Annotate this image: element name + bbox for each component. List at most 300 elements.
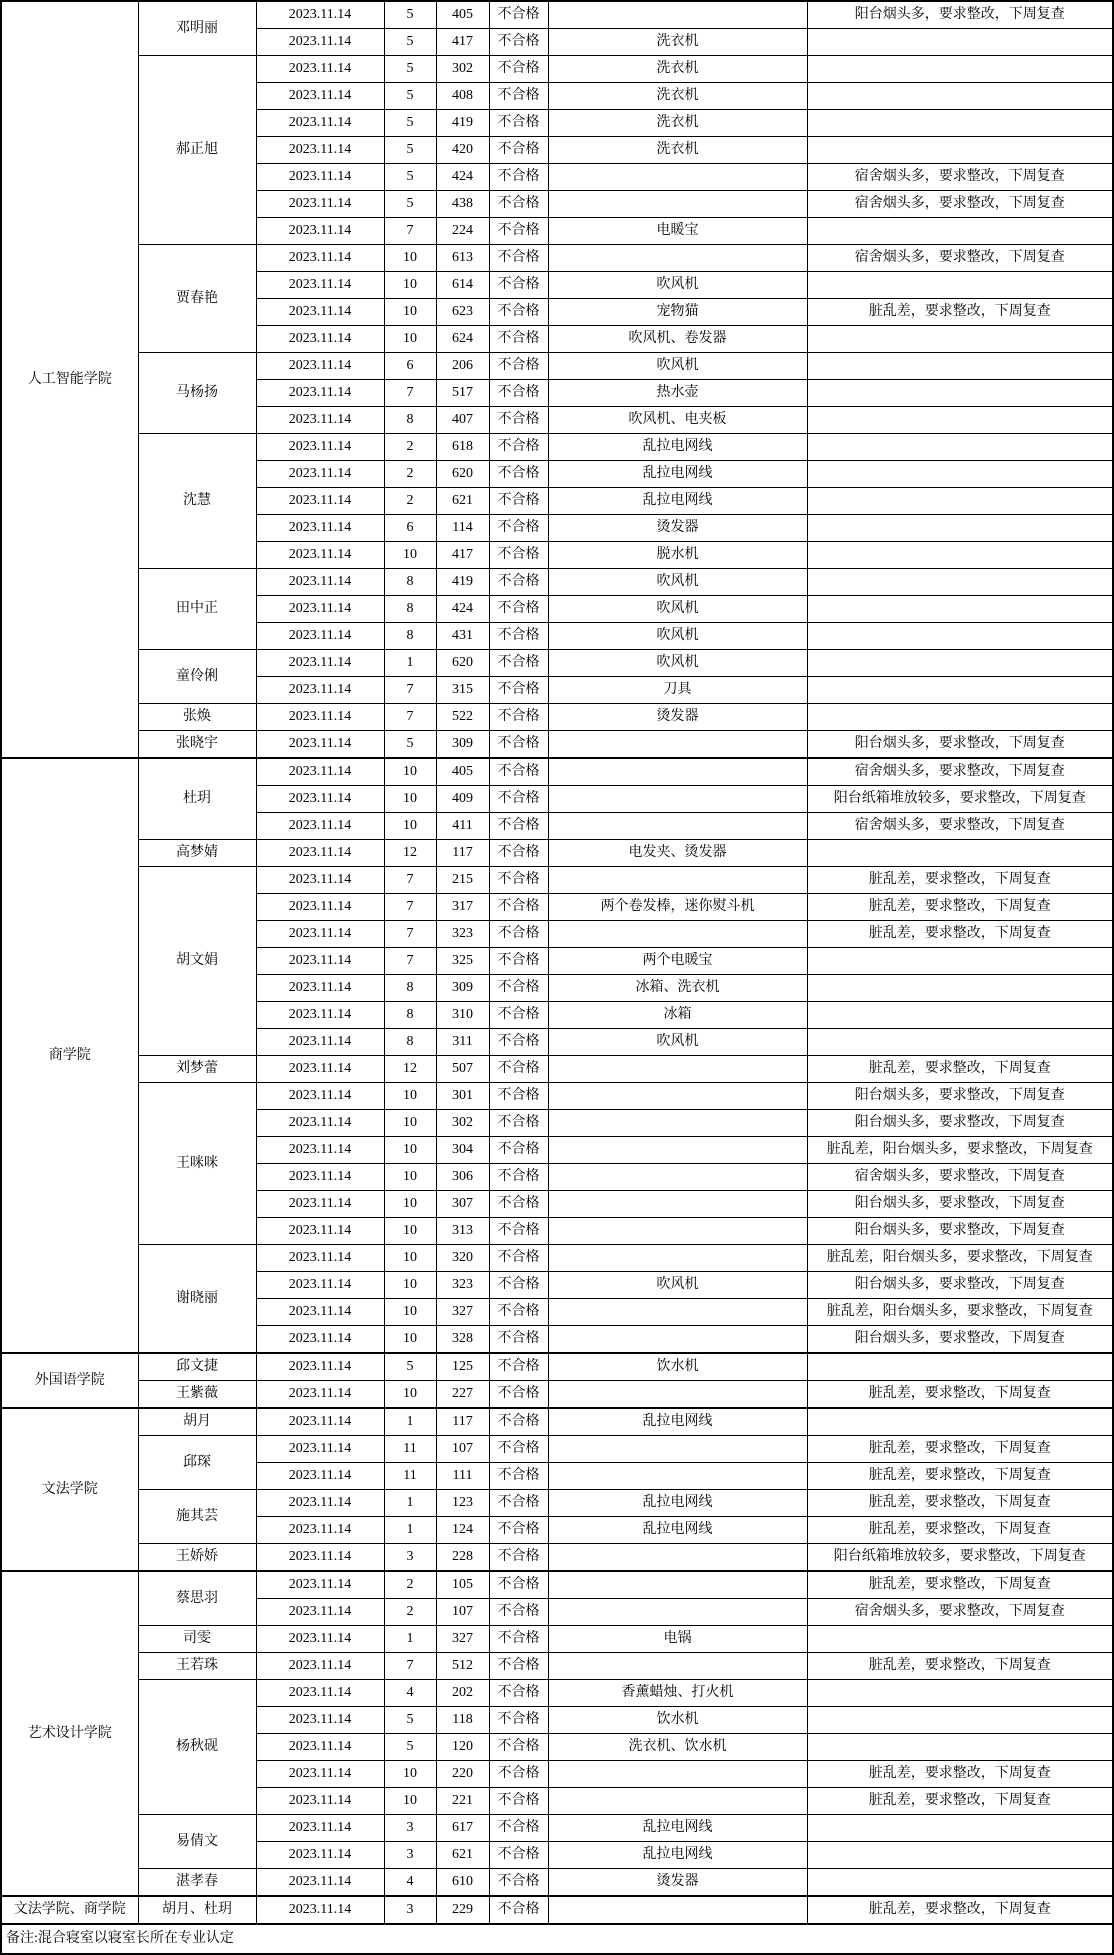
room-cell: 317: [436, 894, 489, 921]
room-cell: 111: [436, 1463, 489, 1490]
remark-cell: [807, 407, 1113, 434]
remark-cell: 宿舍烟头多，要求整改，下周复查: [807, 813, 1113, 840]
room-cell: 409: [436, 786, 489, 813]
table-row: [1, 1436, 1113, 1463]
items-cell: [548, 1218, 807, 1245]
room-cell: 302: [436, 56, 489, 83]
date-cell: 2023.11.14: [256, 461, 384, 488]
items-cell: 乱拉电网线: [548, 461, 807, 488]
date-cell: 2023.11.14: [256, 515, 384, 542]
date-cell: 2023.11.14: [256, 1353, 384, 1381]
items-cell: [548, 1083, 807, 1110]
date-cell: 2023.11.14: [256, 758, 384, 786]
room-cell: 621: [436, 488, 489, 515]
building-cell: 5: [384, 1353, 436, 1381]
building-cell: 10: [384, 1164, 436, 1191]
date-cell: 2023.11.14: [256, 1490, 384, 1517]
items-cell: [548, 1571, 807, 1599]
remark-cell: 阳台烟头多，要求整改，下周复查: [807, 1110, 1113, 1137]
room-cell: 228: [436, 1544, 489, 1572]
room-cell: 221: [436, 1788, 489, 1815]
items-cell: [548, 1544, 807, 1572]
remark-cell: 脏乱差，要求整改，下周复查: [807, 1788, 1113, 1815]
remark-cell: 宿舍烟头多，要求整改，下周复查: [807, 245, 1113, 272]
items-cell: 乱拉电网线: [548, 1490, 807, 1517]
building-cell: 2: [384, 1599, 436, 1626]
date-cell: 2023.11.14: [256, 1653, 384, 1680]
building-cell: 10: [384, 786, 436, 813]
items-cell: [548, 1245, 807, 1272]
remark-cell: 宿舍烟头多，要求整改，下周复查: [807, 164, 1113, 191]
items-cell: [548, 1896, 807, 1924]
student-name-cell: 施其芸: [138, 1490, 256, 1544]
remark-cell: 脏乱差，要求整改，下周复查: [807, 1896, 1113, 1924]
remark-cell: [807, 1626, 1113, 1653]
student-name-cell: 蔡思羽: [138, 1571, 256, 1626]
college-cell: 外国语学院: [1, 1353, 138, 1408]
items-cell: [548, 1, 807, 29]
items-cell: 吹风机: [548, 353, 807, 380]
room-cell: 304: [436, 1137, 489, 1164]
building-cell: 10: [384, 299, 436, 326]
building-cell: 10: [384, 272, 436, 299]
date-cell: 2023.11.14: [256, 164, 384, 191]
table-row: [1, 1869, 1113, 1897]
building-cell: 1: [384, 1517, 436, 1544]
room-cell: 624: [436, 326, 489, 353]
result-cell: 不合格: [489, 894, 548, 921]
items-cell: [548, 1110, 807, 1137]
date-cell: 2023.11.14: [256, 191, 384, 218]
result-cell: 不合格: [489, 1680, 548, 1707]
building-cell: 10: [384, 1788, 436, 1815]
table-row: [1, 1408, 1113, 1436]
room-cell: 311: [436, 1029, 489, 1056]
room-cell: 438: [436, 191, 489, 218]
room-cell: 202: [436, 1680, 489, 1707]
result-cell: 不合格: [489, 1353, 548, 1381]
student-name-cell: 王咪咪: [138, 1083, 256, 1245]
items-cell: 香薰蜡烛、打火机: [548, 1680, 807, 1707]
remark-cell: 宿舍烟头多，要求整改，下周复查: [807, 191, 1113, 218]
student-name-cell: 张晓宇: [138, 731, 256, 759]
table-row: [1, 1571, 1113, 1599]
result-cell: 不合格: [489, 1272, 548, 1299]
building-cell: 8: [384, 623, 436, 650]
remark-cell: 脏乱差，要求整改，下周复查: [807, 1653, 1113, 1680]
student-name-cell: 湛孝春: [138, 1869, 256, 1897]
building-cell: 2: [384, 1571, 436, 1599]
room-cell: 206: [436, 353, 489, 380]
result-cell: 不合格: [489, 83, 548, 110]
result-cell: 不合格: [489, 840, 548, 867]
items-cell: [548, 1326, 807, 1354]
building-cell: 7: [384, 867, 436, 894]
building-cell: 1: [384, 650, 436, 677]
date-cell: 2023.11.14: [256, 948, 384, 975]
items-cell: 洗衣机: [548, 56, 807, 83]
result-cell: 不合格: [489, 245, 548, 272]
date-cell: 2023.11.14: [256, 813, 384, 840]
room-cell: 522: [436, 704, 489, 731]
date-cell: 2023.11.14: [256, 1734, 384, 1761]
date-cell: 2023.11.14: [256, 1896, 384, 1924]
room-cell: 623: [436, 299, 489, 326]
building-cell: 8: [384, 407, 436, 434]
table-row: [1, 1815, 1113, 1842]
room-cell: 417: [436, 29, 489, 56]
result-cell: 不合格: [489, 380, 548, 407]
date-cell: 2023.11.14: [256, 975, 384, 1002]
student-name-cell: 邱文捷: [138, 1353, 256, 1381]
room-cell: 107: [436, 1599, 489, 1626]
date-cell: 2023.11.14: [256, 1571, 384, 1599]
date-cell: 2023.11.14: [256, 1761, 384, 1788]
date-cell: 2023.11.14: [256, 1083, 384, 1110]
date-cell: 2023.11.14: [256, 1463, 384, 1490]
building-cell: 10: [384, 758, 436, 786]
student-name-cell: 胡月、杜玥: [138, 1896, 256, 1924]
items-cell: 饮水机: [548, 1707, 807, 1734]
remark-cell: [807, 542, 1113, 569]
remark-cell: 脏乱差，要求整改，下周复查: [807, 299, 1113, 326]
date-cell: 2023.11.14: [256, 1245, 384, 1272]
remark-cell: [807, 272, 1113, 299]
result-cell: 不合格: [489, 569, 548, 596]
remark-cell: 阳台烟头多，要求整改，下周复查: [807, 731, 1113, 759]
items-cell: [548, 813, 807, 840]
building-cell: 8: [384, 569, 436, 596]
building-cell: 6: [384, 353, 436, 380]
student-name-cell: 易倩文: [138, 1815, 256, 1869]
date-cell: 2023.11.14: [256, 1408, 384, 1436]
room-cell: 323: [436, 1272, 489, 1299]
room-cell: 105: [436, 1571, 489, 1599]
result-cell: 不合格: [489, 1599, 548, 1626]
room-cell: 220: [436, 1761, 489, 1788]
building-cell: 7: [384, 1653, 436, 1680]
remark-cell: [807, 380, 1113, 407]
student-name-cell: 马杨扬: [138, 353, 256, 434]
date-cell: 2023.11.14: [256, 245, 384, 272]
items-cell: [548, 786, 807, 813]
date-cell: 2023.11.14: [256, 353, 384, 380]
items-cell: [548, 1381, 807, 1409]
remark-cell: [807, 1680, 1113, 1707]
building-cell: 3: [384, 1896, 436, 1924]
result-cell: 不合格: [489, 786, 548, 813]
date-cell: 2023.11.14: [256, 1218, 384, 1245]
date-cell: 2023.11.14: [256, 1707, 384, 1734]
date-cell: 2023.11.14: [256, 650, 384, 677]
items-cell: 洗衣机、饮水机: [548, 1734, 807, 1761]
remark-cell: 阳台烟头多，要求整改，下周复查: [807, 1272, 1113, 1299]
date-cell: 2023.11.14: [256, 1517, 384, 1544]
remark-cell: 脏乱差，要求整改，下周复查: [807, 1056, 1113, 1083]
remark-cell: [807, 840, 1113, 867]
building-cell: 7: [384, 894, 436, 921]
table-row: [1, 56, 1113, 83]
room-cell: 419: [436, 569, 489, 596]
room-cell: 327: [436, 1626, 489, 1653]
remark-cell: [807, 218, 1113, 245]
building-cell: 1: [384, 1490, 436, 1517]
date-cell: 2023.11.14: [256, 731, 384, 759]
items-cell: [548, 1056, 807, 1083]
items-cell: [548, 731, 807, 759]
result-cell: 不合格: [489, 488, 548, 515]
result-cell: 不合格: [489, 1815, 548, 1842]
building-cell: 6: [384, 515, 436, 542]
result-cell: 不合格: [489, 596, 548, 623]
college-cell: 文法学院: [1, 1408, 138, 1571]
table-row: [1, 650, 1113, 677]
result-cell: 不合格: [489, 704, 548, 731]
result-cell: 不合格: [489, 1245, 548, 1272]
items-cell: 冰箱: [548, 1002, 807, 1029]
result-cell: 不合格: [489, 1869, 548, 1897]
building-cell: 8: [384, 596, 436, 623]
remark-cell: [807, 948, 1113, 975]
items-cell: [548, 867, 807, 894]
remark-cell: [807, 1002, 1113, 1029]
items-cell: [548, 1137, 807, 1164]
remark-cell: 脏乱差，要求整改，下周复查: [807, 1436, 1113, 1463]
building-cell: 10: [384, 1299, 436, 1326]
building-cell: 10: [384, 1245, 436, 1272]
room-cell: 424: [436, 164, 489, 191]
table-row: [1, 731, 1113, 759]
result-cell: 不合格: [489, 29, 548, 56]
remark-cell: 脏乱差，要求整改，下周复查: [807, 921, 1113, 948]
items-cell: [548, 1436, 807, 1463]
items-cell: [548, 1299, 807, 1326]
result-cell: 不合格: [489, 1653, 548, 1680]
result-cell: 不合格: [489, 867, 548, 894]
result-cell: 不合格: [489, 1056, 548, 1083]
remark-cell: [807, 1029, 1113, 1056]
result-cell: 不合格: [489, 515, 548, 542]
room-cell: 512: [436, 1653, 489, 1680]
date-cell: 2023.11.14: [256, 407, 384, 434]
items-cell: 吹风机: [548, 650, 807, 677]
remark-cell: [807, 1734, 1113, 1761]
items-cell: 吹风机: [548, 596, 807, 623]
remark-cell: [807, 1408, 1113, 1436]
result-cell: 不合格: [489, 326, 548, 353]
items-cell: 乱拉电网线: [548, 1517, 807, 1544]
result-cell: 不合格: [489, 1544, 548, 1572]
student-name-cell: 张焕: [138, 704, 256, 731]
building-cell: 5: [384, 1734, 436, 1761]
result-cell: 不合格: [489, 623, 548, 650]
room-cell: 407: [436, 407, 489, 434]
room-cell: 320: [436, 1245, 489, 1272]
table-row: [1, 1490, 1113, 1517]
remark-cell: [807, 704, 1113, 731]
date-cell: 2023.11.14: [256, 623, 384, 650]
building-cell: 5: [384, 56, 436, 83]
room-cell: 507: [436, 1056, 489, 1083]
date-cell: 2023.11.14: [256, 137, 384, 164]
student-name-cell: 沈慧: [138, 434, 256, 569]
room-cell: 307: [436, 1191, 489, 1218]
result-cell: 不合格: [489, 1083, 548, 1110]
items-cell: 吹风机: [548, 1029, 807, 1056]
result-cell: 不合格: [489, 975, 548, 1002]
remark-cell: [807, 29, 1113, 56]
result-cell: 不合格: [489, 1408, 548, 1436]
date-cell: 2023.11.14: [256, 569, 384, 596]
date-cell: 2023.11.14: [256, 1299, 384, 1326]
date-cell: 2023.11.14: [256, 29, 384, 56]
result-cell: 不合格: [489, 1571, 548, 1599]
items-cell: [548, 1463, 807, 1490]
table-row: [1, 1353, 1113, 1381]
items-cell: 电锅: [548, 1626, 807, 1653]
items-cell: 吹风机: [548, 272, 807, 299]
table-row: [1, 1626, 1113, 1653]
table-row: [1, 1544, 1113, 1572]
items-cell: 吹风机、电夹板: [548, 407, 807, 434]
remark-cell: [807, 623, 1113, 650]
college-cell: 艺术设计学院: [1, 1571, 138, 1896]
items-cell: [548, 164, 807, 191]
remark-cell: [807, 326, 1113, 353]
building-cell: 10: [384, 542, 436, 569]
result-cell: 不合格: [489, 1842, 548, 1869]
date-cell: 2023.11.14: [256, 1137, 384, 1164]
room-cell: 328: [436, 1326, 489, 1354]
building-cell: 8: [384, 1029, 436, 1056]
result-cell: 不合格: [489, 542, 548, 569]
result-cell: 不合格: [489, 677, 548, 704]
result-cell: 不合格: [489, 1626, 548, 1653]
items-cell: [548, 1599, 807, 1626]
result-cell: 不合格: [489, 1707, 548, 1734]
building-cell: 11: [384, 1436, 436, 1463]
items-cell: 吹风机: [548, 1272, 807, 1299]
date-cell: 2023.11.14: [256, 1110, 384, 1137]
building-cell: 10: [384, 1083, 436, 1110]
items-cell: [548, 245, 807, 272]
result-cell: 不合格: [489, 1490, 548, 1517]
result-cell: 不合格: [489, 1896, 548, 1924]
building-cell: 12: [384, 840, 436, 867]
date-cell: 2023.11.14: [256, 1272, 384, 1299]
date-cell: 2023.11.14: [256, 380, 384, 407]
items-cell: 烫发器: [548, 704, 807, 731]
room-cell: 327: [436, 1299, 489, 1326]
room-cell: 620: [436, 461, 489, 488]
items-cell: 乱拉电网线: [548, 1842, 807, 1869]
remark-cell: 脏乱差，要求整改，下周复查: [807, 1761, 1113, 1788]
room-cell: 123: [436, 1490, 489, 1517]
remark-cell: [807, 596, 1113, 623]
date-cell: 2023.11.14: [256, 1381, 384, 1409]
result-cell: 不合格: [489, 218, 548, 245]
items-cell: 宠物猫: [548, 299, 807, 326]
result-cell: 不合格: [489, 407, 548, 434]
building-cell: 5: [384, 191, 436, 218]
table-row: [1, 704, 1113, 731]
table-row: [1, 1653, 1113, 1680]
result-cell: 不合格: [489, 650, 548, 677]
building-cell: 7: [384, 921, 436, 948]
date-cell: 2023.11.14: [256, 1326, 384, 1354]
table-row: [1, 245, 1113, 272]
items-cell: 洗衣机: [548, 137, 807, 164]
room-cell: 120: [436, 1734, 489, 1761]
date-cell: 2023.11.14: [256, 1815, 384, 1842]
room-cell: 417: [436, 542, 489, 569]
items-cell: [548, 1164, 807, 1191]
date-cell: 2023.11.14: [256, 894, 384, 921]
remark-cell: 脏乱差，要求整改，下周复查: [807, 1571, 1113, 1599]
date-cell: 2023.11.14: [256, 56, 384, 83]
items-cell: 刀具: [548, 677, 807, 704]
remark-cell: [807, 1842, 1113, 1869]
date-cell: 2023.11.14: [256, 1002, 384, 1029]
date-cell: 2023.11.14: [256, 1164, 384, 1191]
room-cell: 215: [436, 867, 489, 894]
items-cell: 洗衣机: [548, 29, 807, 56]
student-name-cell: 司雯: [138, 1626, 256, 1653]
items-cell: [548, 1788, 807, 1815]
building-cell: 7: [384, 948, 436, 975]
room-cell: 325: [436, 948, 489, 975]
room-cell: 614: [436, 272, 489, 299]
items-cell: 脱水机: [548, 542, 807, 569]
date-cell: 2023.11.14: [256, 1544, 384, 1572]
room-cell: 420: [436, 137, 489, 164]
room-cell: 313: [436, 1218, 489, 1245]
date-cell: 2023.11.14: [256, 840, 384, 867]
building-cell: 10: [384, 1218, 436, 1245]
items-cell: [548, 191, 807, 218]
room-cell: 309: [436, 731, 489, 759]
room-cell: 405: [436, 1, 489, 29]
remark-cell: [807, 56, 1113, 83]
remark-cell: [807, 434, 1113, 461]
items-cell: 洗衣机: [548, 110, 807, 137]
result-cell: 不合格: [489, 1517, 548, 1544]
date-cell: 2023.11.14: [256, 83, 384, 110]
date-cell: 2023.11.14: [256, 488, 384, 515]
building-cell: 3: [384, 1815, 436, 1842]
result-cell: 不合格: [489, 1002, 548, 1029]
remark-cell: [807, 1815, 1113, 1842]
room-cell: 117: [436, 840, 489, 867]
remark-cell: 脏乱差，要求整改，下周复查: [807, 894, 1113, 921]
result-cell: 不合格: [489, 1381, 548, 1409]
remark-cell: [807, 650, 1113, 677]
room-cell: 301: [436, 1083, 489, 1110]
building-cell: 7: [384, 677, 436, 704]
items-cell: 洗衣机: [548, 83, 807, 110]
remark-cell: 脏乱差，要求整改，下周复查: [807, 1463, 1113, 1490]
table-row: [1, 569, 1113, 596]
result-cell: 不合格: [489, 1788, 548, 1815]
result-cell: 不合格: [489, 272, 548, 299]
room-cell: 620: [436, 650, 489, 677]
college-cell: 文法学院、商学院: [1, 1896, 138, 1924]
items-cell: 吹风机: [548, 569, 807, 596]
student-name-cell: 高梦婧: [138, 840, 256, 867]
college-cell: 人工智能学院: [1, 1, 138, 758]
room-cell: 315: [436, 677, 489, 704]
result-cell: 不合格: [489, 137, 548, 164]
